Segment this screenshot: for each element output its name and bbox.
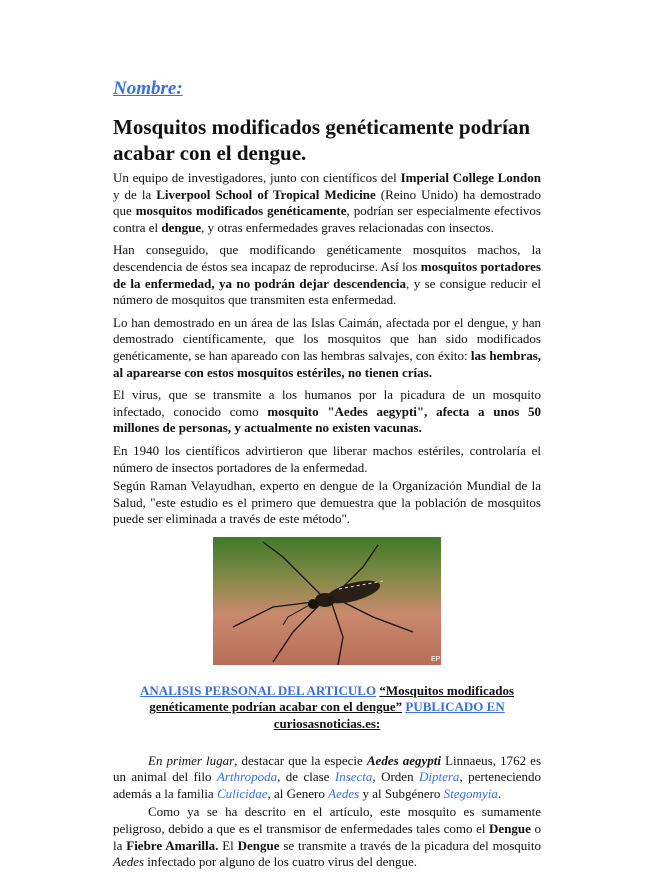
text: se transmite a través de la picadura del mosquito [279,837,541,853]
text: , destacar que la especie [234,752,367,768]
paragraph-3 [113,315,541,381]
italic-text: En primer lugar [148,752,235,768]
nombre-label: Nombre: [113,78,183,99]
bold-text: mosquitos modificados genéticamente [135,203,347,219]
text: El virus, que se transmite a los humanos por la picadura de un mosquito infectado, conocido como [113,387,541,419]
bold-text: las hembras, al aparearse con estos mosquitos estériles, no tienen crías. [113,347,542,380]
bold-text: Liverpool School of Tropical Medicine [156,186,376,202]
paragraph-7 [113,753,541,803]
article-title: Mosquitos modificados genéticamente podrían acabar con el dengue. [113,115,531,165]
species-name: Aedes aegypti [366,752,441,768]
bold-text: mosquito "Aedes aegypti", afecta a unos 50 millones de personas, y actualmente no existen vacunas. [113,403,541,436]
taxon-link[interactable]: Culicidae [216,785,268,801]
taxon-link[interactable]: Arthropoda [216,769,278,785]
text: Han conseguido, que modificando genéticamente mosquitos machos, la descendencia de éstos sea incapaz de reproducirse. Así los [113,242,541,274]
mosquito-photo [213,537,441,665]
text: Como ya se ha descrito en el artículo, este mosquito es sumamente peligroso, debido a que es el transmisor de enfermedades tales como el [113,804,541,837]
text: . [497,785,502,801]
text: y al Subgénero [359,785,444,801]
taxon-link[interactable]: Stegomyia [443,785,498,801]
taxon-link[interactable]: Insecta [334,769,373,785]
bold-text: Fiebre Amarilla. [126,837,219,853]
paragraph-2 [113,242,541,308]
italic-text: Aedes [113,854,145,870]
text: Linnaeus, 1762 es un animal del filo [113,752,541,785]
bold-text: Dengue [489,821,531,837]
text: , y se consigue reducir el número de mosquitos que transmiten esta enfermedad. [113,275,541,308]
text: o la [113,821,542,853]
paragraph-5: En 1940 los científicos advirtieron que liberar machos estériles, controlaría el número de insectos portadores de la enfermedad. [113,442,541,475]
paragraph-8 [113,804,541,870]
text: y de la [113,186,157,202]
taxon-link[interactable]: Aedes [328,785,360,801]
text: , de clase [277,769,335,785]
bold-text: Dengue [237,837,280,853]
bold-text: mosquitos portadores de la enfermedad, ya no podrán dejar descendencia [113,258,541,291]
paragraph-1 [113,170,541,236]
source-site: curiosasnoticias.es: [273,716,381,732]
article-title-quote: “Mosquitos modificados genéticamente podrían acabar con el dengue” [149,682,515,715]
analysis-link[interactable]: ANALISIS PERSONAL DEL ARTICULO [139,682,377,698]
text: , y otras enfermedades graves relacionadas con insectos. [201,219,494,235]
photo-watermark: EP [431,655,441,663]
text: El [218,837,238,853]
taxon-link[interactable]: Diptera [418,769,460,785]
bold-text: Imperial College London [400,170,541,185]
text: (Reino Unido) ha demostrado que [113,186,541,219]
text: Lo han demostrado en un área de las Islas Caimán, afectada por el dengue, y han demostrado científicamente, que los mosquitos que han sido modificados genéticamente, se han apareado con las hembras salvajes, con éxito: [113,314,541,363]
bold-text: dengue [161,219,202,235]
text: Un equipo de investigadores, junto con científicos del [113,170,401,185]
text: , Orden [372,769,419,785]
text: infectado por alguno de los cuatro virus del dengue. [144,854,417,870]
document-page [113,78,541,873]
analysis-heading [138,683,516,733]
paragraph-6: Según Raman Velayudhan, experto en dengue de la Organización Mundial de la Salud, "este estudio es el primero que demuestra que la población de mosquitos puede ser eliminada a través de este método". [113,478,541,527]
published-link[interactable]: PUBLICADO EN [405,699,505,715]
text: , al Genero [267,785,329,801]
text: , podrían ser especialmente efectivos contra el [113,203,541,235]
paragraph-4 [113,387,541,437]
text: , perteneciendo además a la familia [113,769,541,801]
